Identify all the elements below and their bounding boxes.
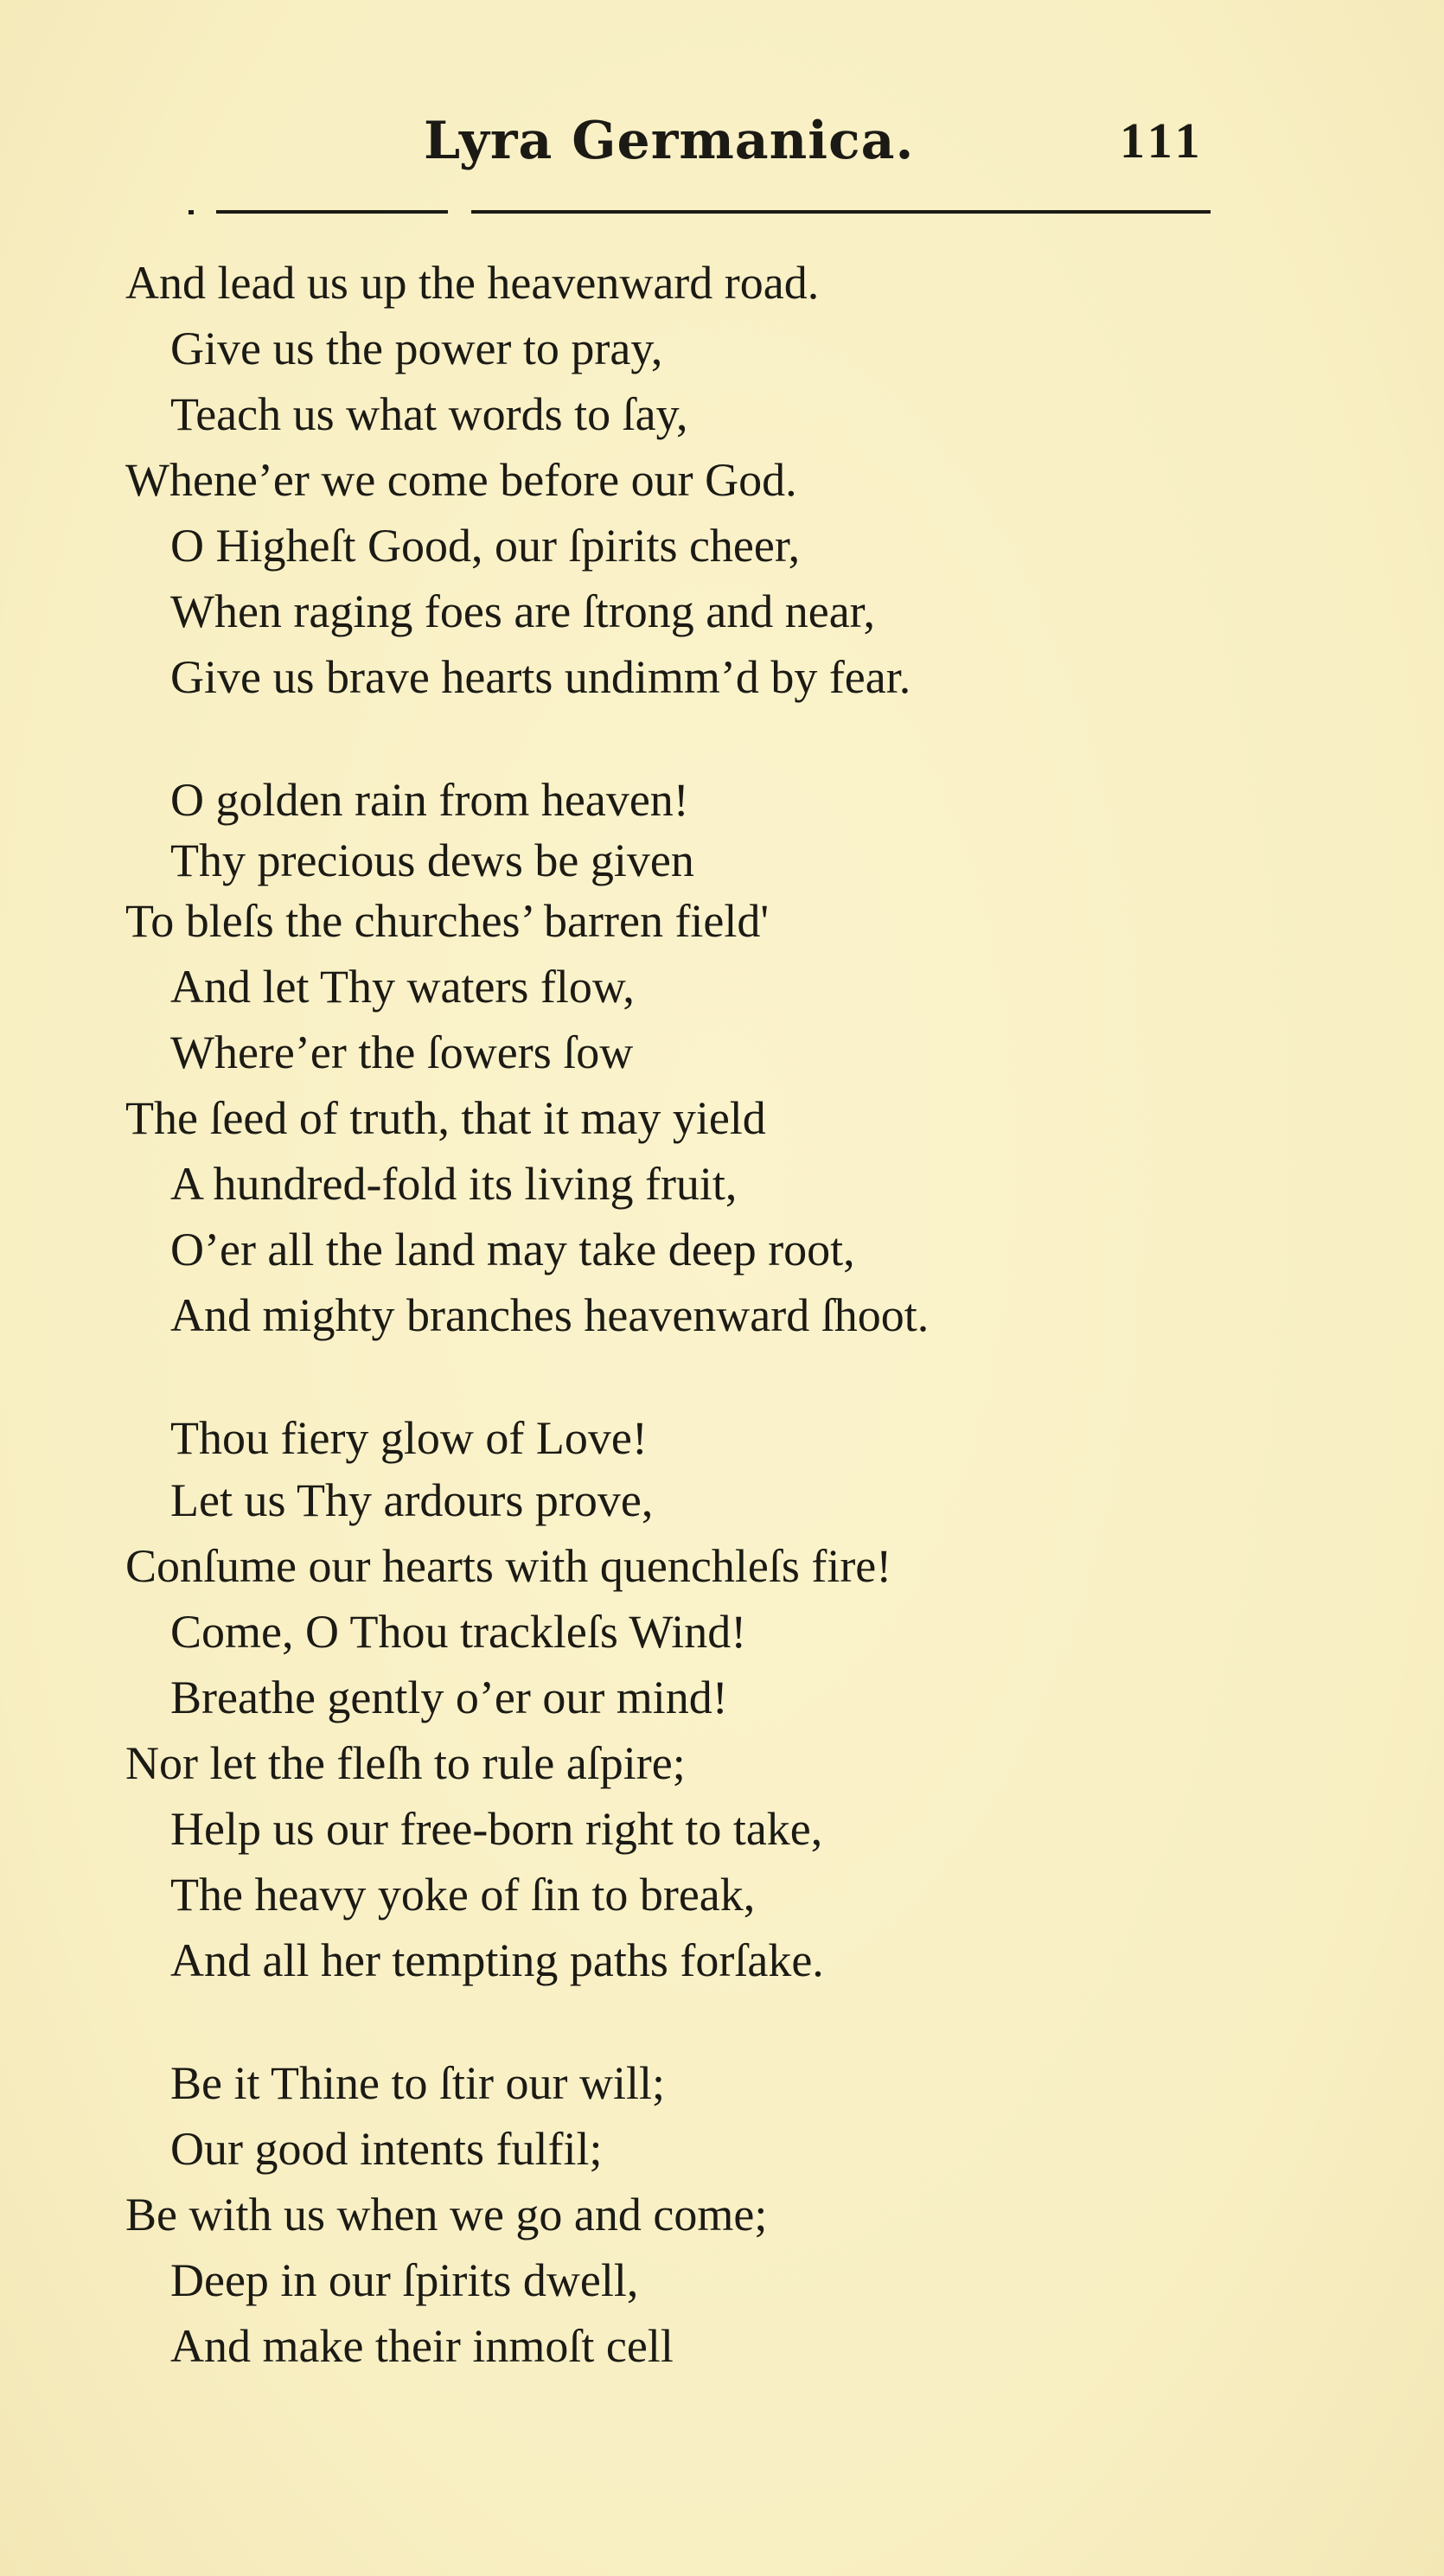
poem-line: To bleſs the churches’ barren field' [125, 895, 770, 947]
header-rule-left [216, 210, 448, 214]
poem-line: And lead us up the heavenward road. [125, 257, 820, 309]
poem-line: Come, O Thou trackleſs Wind! [170, 1606, 747, 1658]
poem-line: A hundred-fold its living fruit, [170, 1158, 738, 1210]
poem-line: Give us the power to pray, [170, 323, 663, 374]
poem-line: The heavy yoke of ſin to break, [170, 1869, 756, 1921]
poem-line: The ſeed of truth, that it may yield [125, 1092, 766, 1144]
poem-line: And make their inmoſt cell [170, 2320, 674, 2372]
poem-line: Thou fiery glow of Love! [170, 1412, 648, 1464]
poem-line: Whene’er we come before our God. [125, 454, 797, 506]
poem-line: And all her tempting paths forſake. [170, 1934, 824, 1986]
poem-line: Be with us when we go and come; [125, 2189, 768, 2240]
poem-line: Thy precious dews be given [170, 834, 694, 886]
poem-line: And let Thy waters flow, [170, 961, 635, 1013]
poem-line: Give us brave hearts undimm’d by fear. [170, 651, 911, 703]
poem-line: Help us our free-born right to take, [170, 1803, 823, 1855]
poem-line: Nor let the fleſh to rule aſpire; [125, 1737, 686, 1789]
poem-line: Conſume our hearts with quenchleſs fire! [125, 1540, 892, 1592]
poem-line: Deep in our ſpirits dwell, [170, 2254, 639, 2306]
poem-line: When raging foes are ſtrong and near, [170, 585, 875, 637]
poem-line: Let us Thy ardours prove, [170, 1474, 654, 1526]
page-number: 111 [1120, 112, 1205, 169]
poem-line: And mighty branches heavenward ſhoot. [170, 1289, 930, 1341]
running-head [0, 102, 1444, 180]
header-rule-dot [188, 210, 194, 214]
poem-line: Where’er the ſowers ſow [170, 1026, 634, 1078]
poem-line: O Higheſt Good, our ſpirits cheer, [170, 520, 801, 572]
poem-line: Our good intents fulfil; [170, 2123, 603, 2175]
poem-line: O golden rain from heaven! [170, 774, 689, 826]
poem-line: Be it Thine to ſtir our will; [170, 2057, 665, 2109]
poem-line: Breathe gently o’er our mind! [170, 1672, 728, 1723]
header-rule-right [471, 210, 1211, 214]
poem-line: Teach us what words to ſay, [170, 388, 688, 440]
poem-line: O’er all the land may take deep root, [170, 1224, 855, 1275]
running-title: Lyra Germanica. [424, 111, 915, 171]
